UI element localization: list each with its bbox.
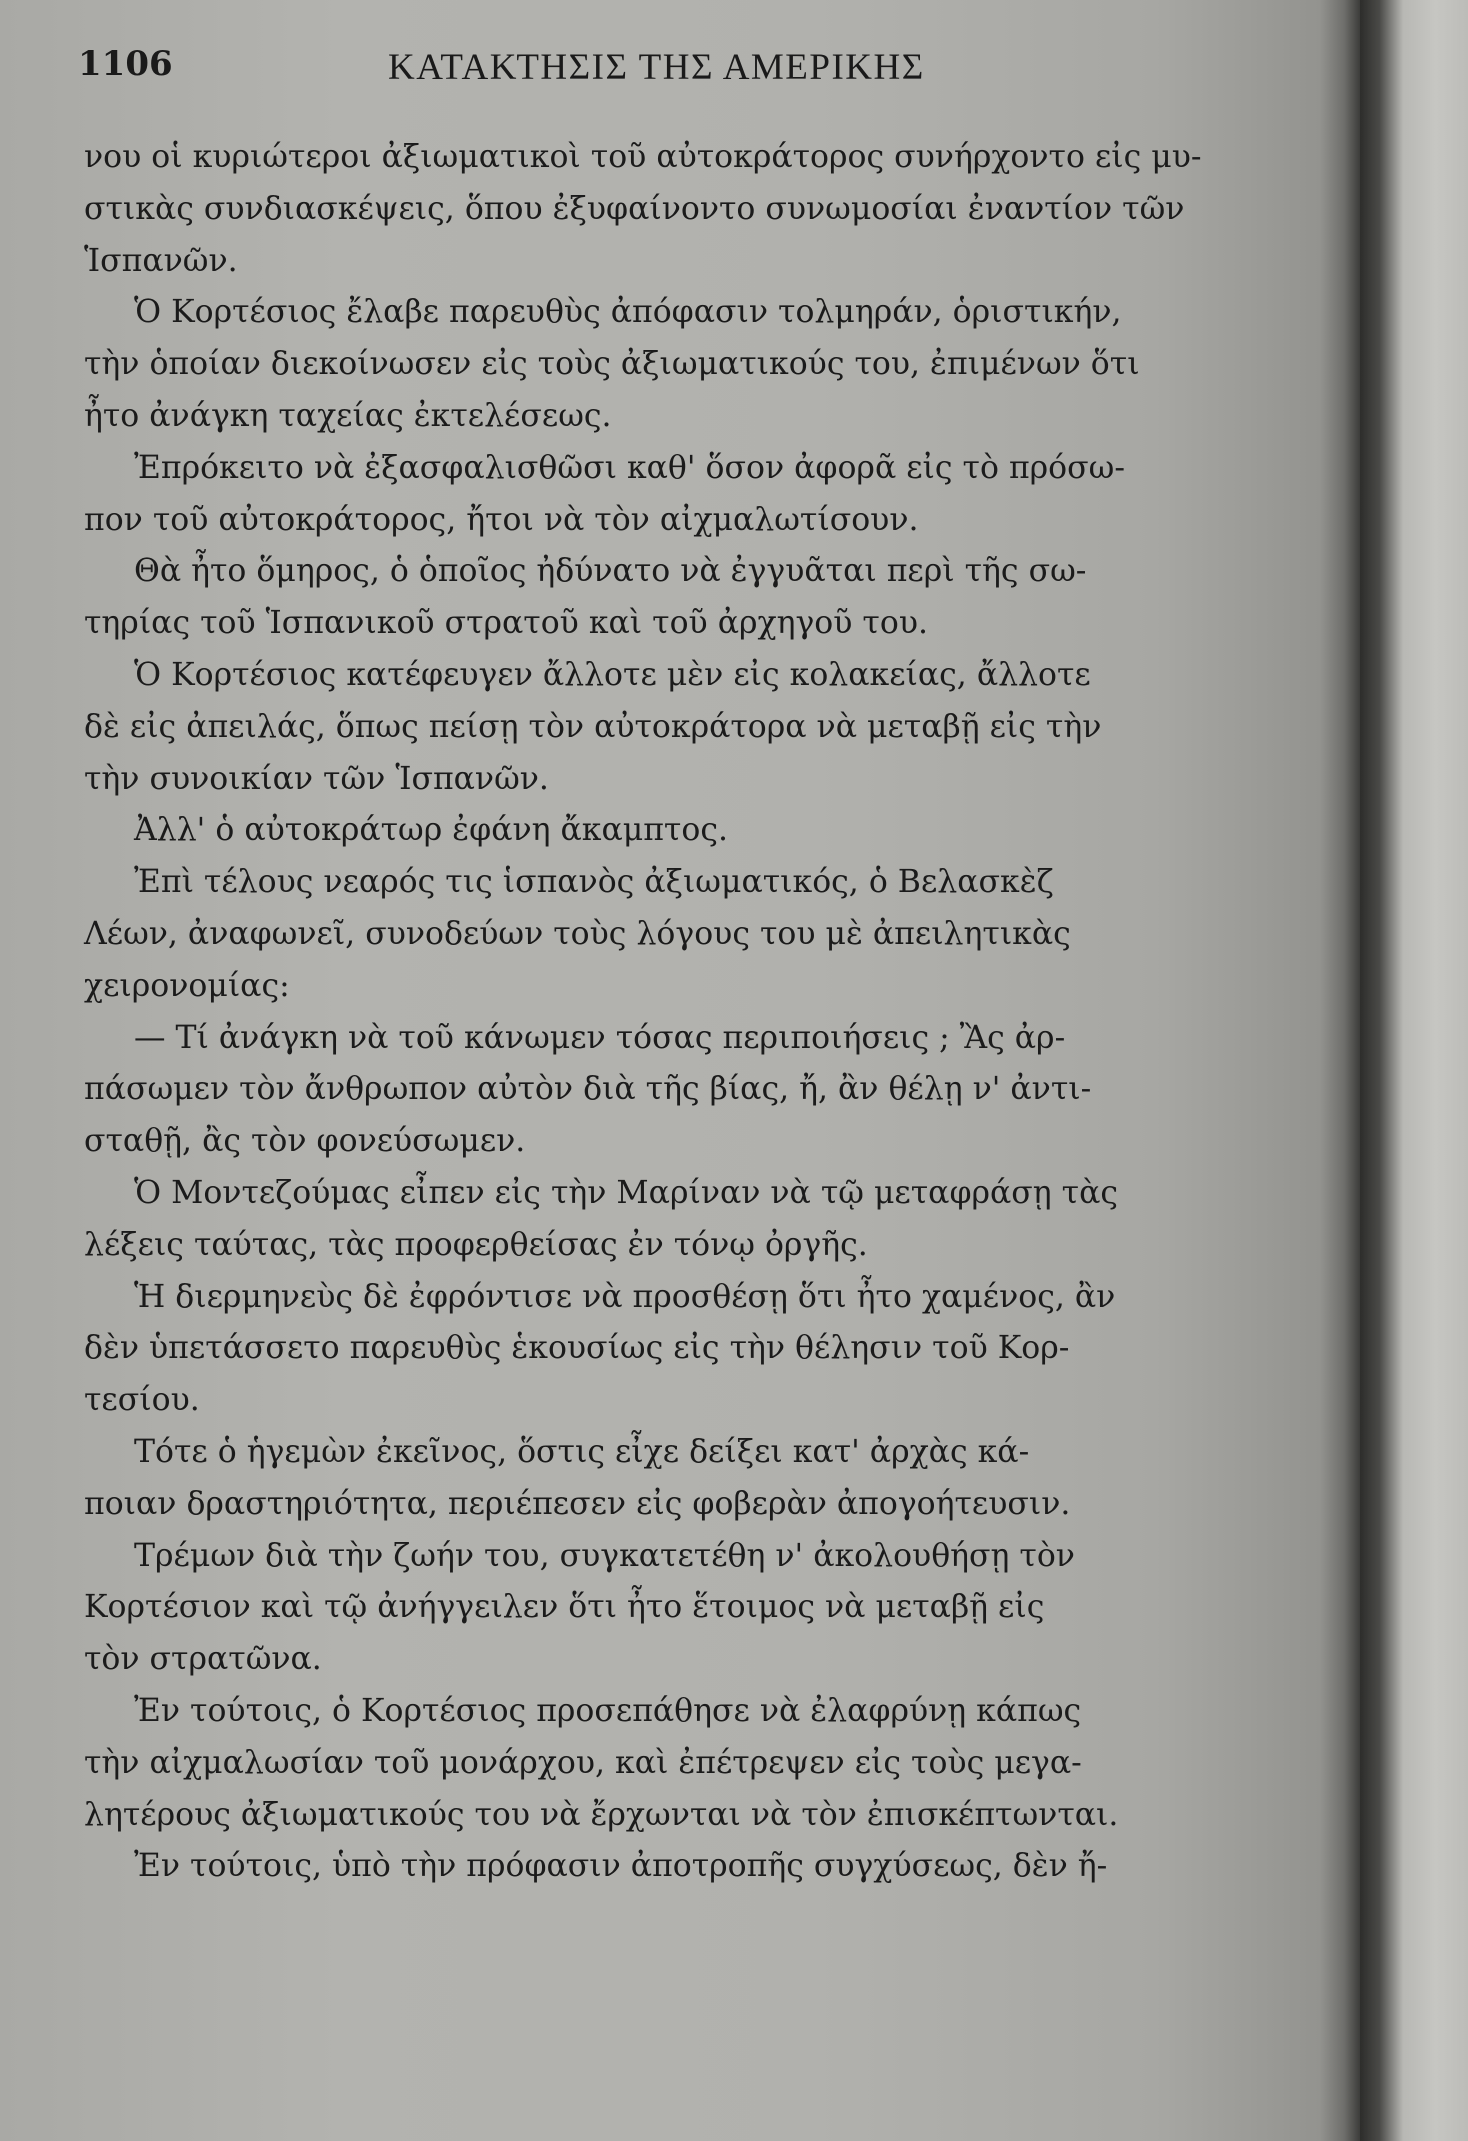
text-line: σταθῇ, ἂς τὸν φονεύσωμεν.	[84, 1123, 526, 1160]
text-line: χειρονομίας:	[84, 967, 290, 1004]
text-line: Λέων, ἀναφωνεῖ, συνοδεύων τοὺς λόγους του μὲ ἀπειλητικὰς	[84, 915, 1071, 952]
text-line: δὲ εἰς ἀπειλάς, ὅπως πείσῃ τὸν αὐτοκράτορα νὰ μεταβῇ εἰς τὴν	[84, 708, 1102, 745]
text-line: νου οἱ κυριώτεροι ἀξιωματικοὶ τοῦ αὐτοκράτορος συνήρχοντο εἰς μυ-	[84, 139, 1202, 175]
text-line: Ἐν τούτοις, ὑπὸ τὴν πρόφασιν ἀποτροπῆς συγχύσεως, δὲν ἤ-	[134, 1848, 1108, 1885]
text-line: Ὁ Μοντεζούμας εἶπεν εἰς τὴν Μαρίναν νὰ τῷ μεταφράσῃ τὰς	[134, 1174, 1119, 1211]
text-line: ἦτο ἀνάγκη ταχείας ἐκτελέσεως.	[84, 397, 612, 434]
text-line: Ἐπρόκειτο νὰ ἐξασφαλισθῶσι καθ' ὅσον ἀφορᾶ εἰς τὸ πρόσω-	[134, 449, 1125, 486]
text-line: τὴν ὁποίαν διεκοίνωσεν εἰς τοὺς ἀξιωματικούς του, ἐπιμένων ὅτι	[84, 346, 1140, 383]
text-line: Ὁ Κορτέσιος ἔλαβε παρευθὺς ἀπόφασιν τολμηράν, ὁριστικήν,	[134, 294, 1122, 331]
text-line: Τότε ὁ ἡγεμὼν ἐκεῖνος, ὅστις εἶχε δείξει κατ' ἀρχὰς κά-	[134, 1433, 1030, 1470]
text-line: Ἐν τούτοις, ὁ Κορτέσιος προσεπάθησε νὰ ἐλαφρύνῃ κάπως	[134, 1692, 1082, 1729]
text-line: ποιαν δραστηριότητα, περιέπεσεν εἰς φοβερὰν ἀπογοήτευσιν.	[84, 1485, 1071, 1522]
text-line: Ἀλλ' ὁ αὐτοκράτωρ ἐφάνη ἄκαμπτος.	[134, 812, 728, 849]
text-line: Ἱσπανῶν.	[84, 242, 238, 279]
text-line: Θὰ ἦτο ὅμηρος, ὁ ὁποῖος ἠδύνατο νὰ ἐγγυᾶται περὶ τῆς σω-	[134, 553, 1087, 590]
page-number: 1106	[78, 44, 173, 84]
running-title: ΚΑΤΑΚΤΗΣΙΣ ΤΗΣ ΑΜΕΡΙΚΗΣ	[388, 47, 925, 88]
text-line: τηρίας τοῦ Ἱσπανικοῦ στρατοῦ καὶ τοῦ ἀρχηγοῦ του.	[84, 605, 928, 642]
text-line: στικὰς συνδιασκέψεις, ὅπου ἐξυφαίνοντο συνωμοσίαι ἐναντίον τῶν	[84, 190, 1185, 227]
text-line: τεσίου.	[84, 1382, 200, 1419]
text-line: πον τοῦ αὐτοκράτορος, ἤτοι νὰ τὸν αἰχμαλωτίσουν.	[84, 501, 919, 538]
running-head	[78, 42, 1308, 102]
adjacent-page-edge	[1360, 0, 1468, 2141]
text-line: τὴν συνοικίαν τῶν Ἱσπανῶν.	[84, 760, 549, 797]
text-line: τὸν στρατῶνα.	[84, 1641, 322, 1678]
text-line: Κορτέσιον καὶ τῷ ἀνήγγειλεν ὅτι ἦτο ἕτοιμος νὰ μεταβῇ εἰς	[84, 1589, 1045, 1626]
text-line: Τρέμων διὰ τὴν ζωήν του, συγκατετέθη ν' ἀκολουθήσῃ τὸν	[134, 1537, 1075, 1574]
text-line: τὴν αἰχμαλωσίαν τοῦ μονάρχου, καὶ ἐπέτρεψεν εἰς τοὺς μεγα-	[84, 1744, 1082, 1781]
gutter-shadow	[1320, 0, 1360, 2141]
text-line: λέξεις ταύτας, τὰς προφερθείσας ἐν τόνῳ ὀργῆς.	[84, 1226, 868, 1263]
text-line: λητέρους ἀξιωματικούς του νὰ ἔρχωνται νὰ τὸν ἐπισκέπτωνται.	[84, 1796, 1119, 1833]
body-text	[84, 132, 1294, 1893]
text-line: πάσωμεν τὸν ἄνθρωπον αὐτὸν διὰ τῆς βίας, ἤ, ἂν θέλῃ ν' ἀντι-	[84, 1071, 1092, 1108]
text-line: Ἡ διερμηνεὺς δὲ ἐφρόντισε νὰ προσθέσῃ ὅτι ἦτο χαμένος, ἂν	[134, 1278, 1116, 1315]
text-line: δὲν ὑπετάσσετο παρευθὺς ἑκουσίως εἰς τὴν θέλησιν τοῦ Κορ-	[84, 1330, 1070, 1367]
text-line: Ὁ Κορτέσιος κατέφευγεν ἄλλοτε μὲν εἰς κολακείας, ἄλλοτε	[134, 656, 1091, 693]
text-line: Ἐπὶ τέλους νεαρός τις ἱσπανὸς ἀξιωματικός, ὁ Βελασκὲζ	[134, 864, 1054, 901]
text-line: — Τί ἀνάγκη νὰ τοῦ κάνωμεν τόσας περιποιήσεις ; Ἂς ἀρ-	[134, 1019, 1066, 1056]
